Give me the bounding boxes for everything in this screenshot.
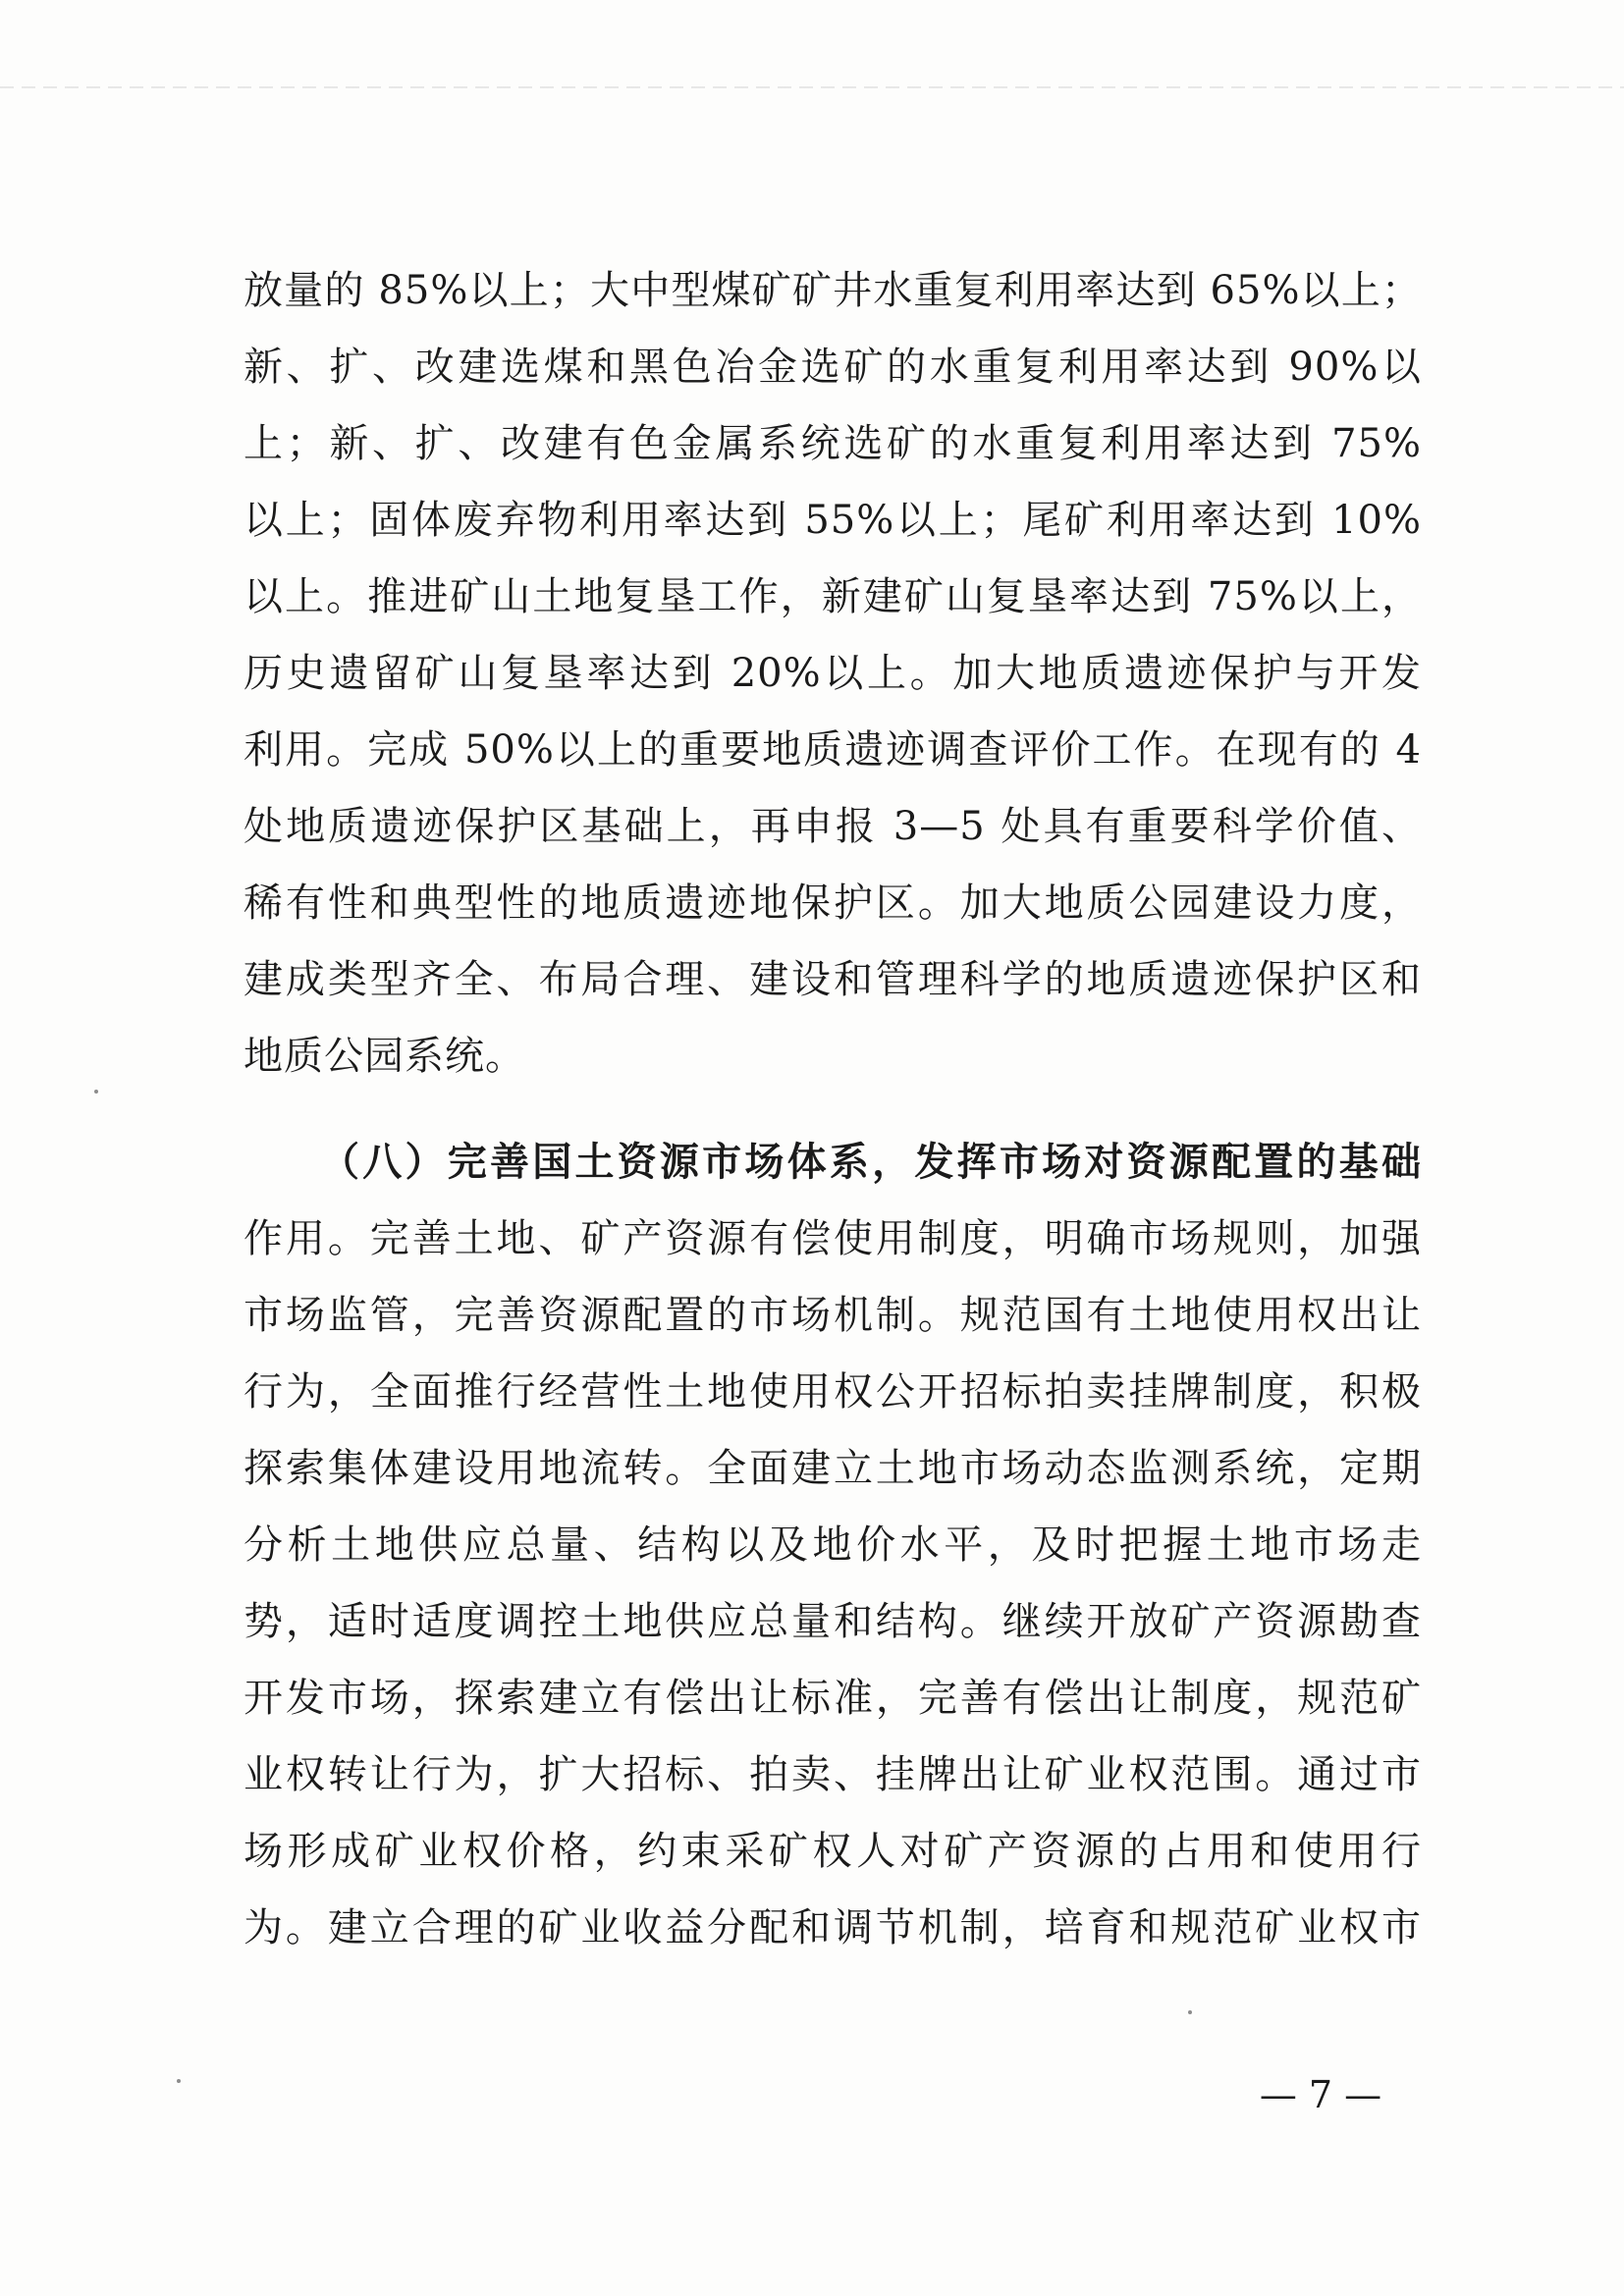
paragraph-2-line: 势，适时适度调控土地供应总量和结构。继续开放矿产资源勘查 (244, 1599, 1422, 1644)
paragraph-2-line: 市场监管，完善资源配置的市场机制。规范国有土地使用权出让 (244, 1293, 1422, 1338)
paragraph-2-line: 探索集体建设用地流转。全面建立土地市场动态监测系统，定期 (244, 1446, 1422, 1491)
paragraph-2-line: 场形成矿业权价格，约束采矿权人对矿产资源的占用和使用行 (244, 1829, 1422, 1874)
scan-artifact-line (0, 86, 1624, 88)
paragraph-1-line: 利用。完成 50%以上的重要地质遗迹调查评价工作。在现有的 4 (244, 727, 1422, 773)
paragraph-2-line: 作用。完善土地、矿产资源有偿使用制度，明确市场规则，加强 (244, 1216, 1422, 1261)
scan-speck (1188, 2010, 1192, 2014)
paragraph-2-line: 行为，全面推行经营性土地使用权公开招标拍卖挂牌制度，积极 (244, 1369, 1422, 1415)
paragraph-1-line: 处地质遗迹保护区基础上，再申报 3—5 处具有重要科学价值、 (244, 804, 1422, 849)
paragraph-2-line: 开发市场，探索建立有偿出让标准，完善有偿出让制度，规范矿 (244, 1676, 1422, 1721)
scan-speck (177, 2079, 181, 2083)
paragraph-1-line: 历史遗留矿山复垦率达到 20%以上。加大地质遗迹保护与开发 (244, 651, 1422, 696)
paragraph-2-line: 业权转让行为，扩大招标、拍卖、挂牌出让矿业权范围。通过市 (244, 1752, 1422, 1797)
paragraph-1-line: 以上；固体废弃物利用率达到 55%以上；尾矿利用率达到 10% (244, 498, 1422, 543)
paragraph-1-line: 稀有性和典型性的地质遗迹地保护区。加大地质公园建设力度， (244, 881, 1422, 926)
paragraph-1-line: 地质公园系统。 (244, 1034, 525, 1079)
paragraph-1-line: 新、扩、改建选煤和黑色冶金选矿的水重复利用率达到 90%以 (244, 345, 1422, 390)
section-heading: （八）完善国土资源市场体系，发挥市场对资源配置的基础 (320, 1139, 1422, 1185)
paragraph-1-line: 放量的 85%以上；大中型煤矿矿井水重复利用率达到 65%以上； (244, 268, 1422, 313)
paragraph-2-line: 分析土地供应总量、结构以及地价水平，及时把握土地市场走 (244, 1522, 1422, 1568)
page-number: — 7 — (1259, 2073, 1382, 2116)
scan-speck (94, 1090, 98, 1094)
paragraph-1-line: 建成类型齐全、布局合理、建设和管理科学的地质遗迹保护区和 (244, 957, 1422, 1002)
paragraph-1-line: 以上。推进矿山土地复垦工作，新建矿山复垦率达到 75%以上， (244, 574, 1422, 619)
paragraph-1-line: 上；新、扩、改建有色金属系统选矿的水重复利用率达到 75% (244, 421, 1422, 466)
paragraph-2-line: 为。建立合理的矿业收益分配和调节机制，培育和规范矿业权市 (244, 1905, 1422, 1950)
